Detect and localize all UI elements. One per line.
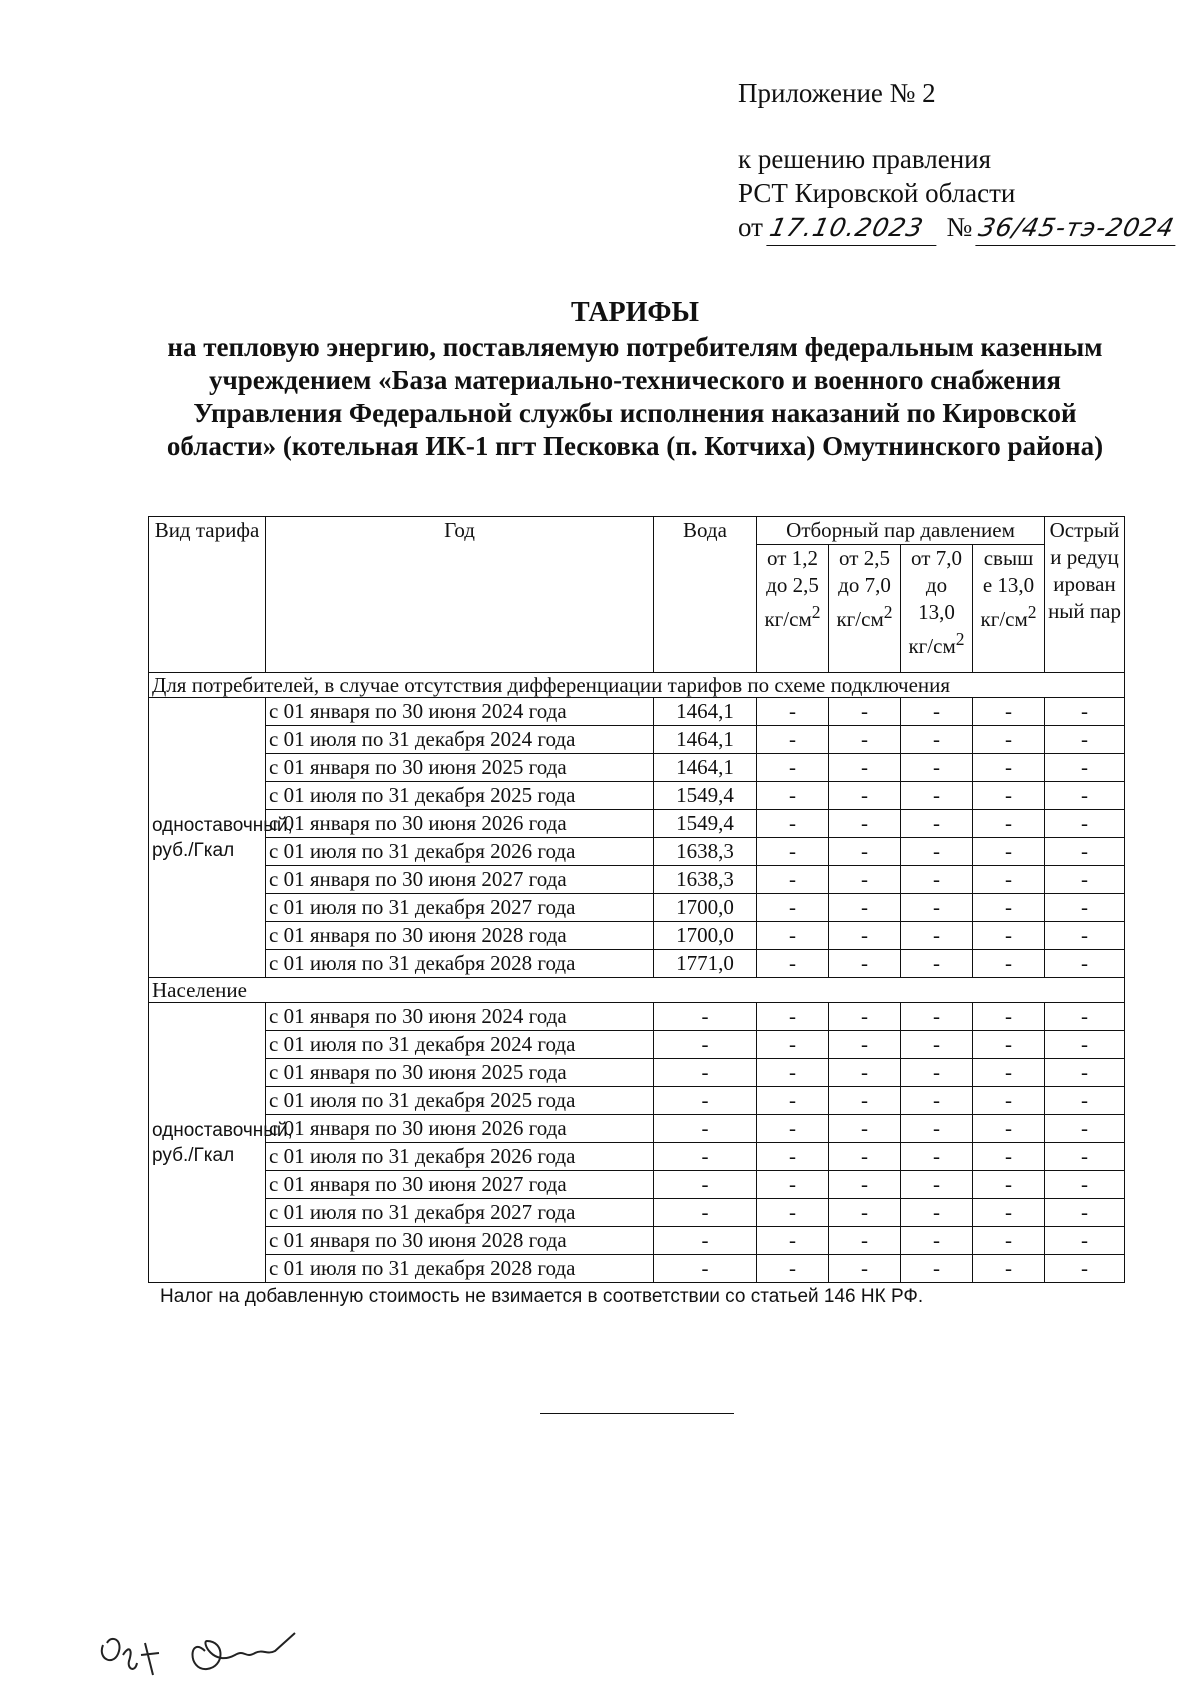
header-steam-2: от 2,5 до 7,0 $кг/см^2$ bbox=[829, 545, 901, 673]
steam-1-value: - bbox=[757, 1003, 829, 1031]
steam-4-value: - bbox=[973, 1059, 1045, 1087]
water-value: - bbox=[654, 1255, 757, 1283]
steam-1-value: - bbox=[757, 726, 829, 754]
sharp-steam-value: - bbox=[1045, 1143, 1125, 1171]
steam-1-value: - bbox=[757, 1199, 829, 1227]
number-prefix: № bbox=[946, 212, 973, 242]
table-row bbox=[149, 1143, 1125, 1171]
sharp-steam-value: - bbox=[1045, 1255, 1125, 1283]
header-water: Вода bbox=[654, 517, 757, 673]
steam-2-value: - bbox=[829, 866, 901, 894]
sharp-steam-value: - bbox=[1045, 1115, 1125, 1143]
steam-3-value: - bbox=[901, 1143, 973, 1171]
period-cell: с 01 января по 30 июня 2025 года bbox=[266, 1059, 654, 1087]
decision-date: 17.10.2023 bbox=[766, 211, 943, 246]
steam-1-value: - bbox=[757, 782, 829, 810]
water-value: - bbox=[654, 1031, 757, 1059]
section-title: Население bbox=[149, 978, 1125, 1003]
table-row bbox=[149, 1087, 1125, 1115]
water-value: - bbox=[654, 1199, 757, 1227]
steam-2-value: - bbox=[829, 894, 901, 922]
steam-3-value: - bbox=[901, 726, 973, 754]
steam-4-value: - bbox=[973, 1171, 1045, 1199]
period-cell: с 01 июля по 31 декабря 2024 года bbox=[266, 726, 654, 754]
steam-3-value: - bbox=[901, 1087, 973, 1115]
steam-1-value: - bbox=[757, 838, 829, 866]
water-value: - bbox=[654, 1003, 757, 1031]
period-cell: с 01 июля по 31 декабря 2026 года bbox=[266, 838, 654, 866]
header-kind: Вид тарифа bbox=[149, 517, 266, 673]
steam-2-value: - bbox=[829, 1087, 901, 1115]
document-title bbox=[140, 296, 1130, 463]
steam-3-value: - bbox=[901, 1059, 973, 1087]
steam-4-value: - bbox=[973, 1115, 1045, 1143]
steam-4-value: - bbox=[973, 1255, 1045, 1283]
appendix-line-2: РСТ Кировской области bbox=[738, 178, 1016, 208]
steam-2-value: - bbox=[829, 838, 901, 866]
period-cell: с 01 июля по 31 декабря 2026 года bbox=[266, 1143, 654, 1171]
steam-3-value: - bbox=[901, 1199, 973, 1227]
table-row bbox=[149, 726, 1125, 754]
steam-1-value: - bbox=[757, 1143, 829, 1171]
steam-2-value: - bbox=[829, 698, 901, 726]
steam-1-value: - bbox=[757, 810, 829, 838]
water-value: 1700,0 bbox=[654, 922, 757, 950]
water-value: 1549,4 bbox=[654, 810, 757, 838]
steam-3-value: - bbox=[901, 894, 973, 922]
steam-3-value: - bbox=[901, 922, 973, 950]
sharp-steam-value: - bbox=[1045, 1003, 1125, 1031]
steam-2-value: - bbox=[829, 1003, 901, 1031]
water-value: - bbox=[654, 1059, 757, 1087]
signature-block bbox=[95, 1615, 355, 1690]
decision-line bbox=[738, 210, 1179, 246]
steam-1-value: - bbox=[757, 1059, 829, 1087]
steam-1-value: - bbox=[757, 1087, 829, 1115]
steam-2-value: - bbox=[829, 782, 901, 810]
steam-4-value: - bbox=[973, 866, 1045, 894]
period-cell: с 01 января по 30 июня 2024 года bbox=[266, 1003, 654, 1031]
header-sharp-steam: Острый и редуцированный пар bbox=[1045, 517, 1125, 673]
sharp-steam-value: - bbox=[1045, 1227, 1125, 1255]
header-steam-group: Отборный пар давлением bbox=[757, 517, 1045, 545]
steam-1-value: - bbox=[757, 1031, 829, 1059]
sharp-steam-value: - bbox=[1045, 698, 1125, 726]
table-row bbox=[149, 698, 1125, 726]
header-steam-1: от 1,2 до 2,5 $кг/см^2$ bbox=[757, 545, 829, 673]
steam-1-value: - bbox=[757, 1171, 829, 1199]
period-cell: с 01 января по 30 июня 2026 года bbox=[266, 1115, 654, 1143]
steam-4-value: - bbox=[973, 1003, 1045, 1031]
water-value: 1549,4 bbox=[654, 782, 757, 810]
period-cell: с 01 января по 30 июня 2027 года bbox=[266, 866, 654, 894]
water-value: 1464,1 bbox=[654, 754, 757, 782]
steam-3-value: - bbox=[901, 838, 973, 866]
tariffs-table bbox=[148, 516, 1125, 1283]
sharp-steam-value: - bbox=[1045, 1087, 1125, 1115]
steam-3-value: - bbox=[901, 1255, 973, 1283]
steam-1-value: - bbox=[757, 1115, 829, 1143]
table-row bbox=[149, 950, 1125, 978]
header-year: Год bbox=[266, 517, 654, 673]
decision-number: 36/45-тэ-2024 bbox=[975, 211, 1182, 246]
title-main: ТАРИФЫ bbox=[571, 297, 699, 328]
appendix-block bbox=[738, 76, 1179, 246]
closing-rule bbox=[540, 1413, 734, 1414]
steam-2-value: - bbox=[829, 950, 901, 978]
appendix-line-1: к решению правления bbox=[738, 144, 992, 174]
section-title: Для потребителей, в случае отсутствия дифференциации тарифов по схеме подключения bbox=[149, 673, 1125, 698]
table-row bbox=[149, 1115, 1125, 1143]
steam-4-value: - bbox=[973, 1031, 1045, 1059]
steam-1-value: - bbox=[757, 698, 829, 726]
header-steam-3: от 7,0 до 13,0 $кг/см^2$ bbox=[901, 545, 973, 673]
period-cell: с 01 июля по 31 декабря 2025 года bbox=[266, 1087, 654, 1115]
steam-4-value: - bbox=[973, 1143, 1045, 1171]
table-row bbox=[149, 894, 1125, 922]
steam-3-value: - bbox=[901, 1003, 973, 1031]
table-row bbox=[149, 1003, 1125, 1031]
sharp-steam-value: - bbox=[1045, 950, 1125, 978]
date-prefix: от bbox=[738, 212, 763, 242]
period-cell: с 01 января по 30 июня 2028 года bbox=[266, 1227, 654, 1255]
steam-1-value: - bbox=[757, 1255, 829, 1283]
section-header-row bbox=[149, 978, 1125, 1003]
steam-3-value: - bbox=[901, 950, 973, 978]
title-subtitle: на тепловую энергию, поставляемую потребителям федеральным казенным учреждением «База материально-технического и военного снабжения Управления Федеральной службы исполнения наказаний по Кировской области» (котельная ИК-1 пгт Песковка (п. Котчиха) Омутнинского района) bbox=[166, 332, 1104, 461]
steam-3-value: - bbox=[901, 1171, 973, 1199]
steam-4-value: - bbox=[973, 698, 1045, 726]
period-cell: с 01 июля по 31 декабря 2024 года bbox=[266, 1031, 654, 1059]
sharp-steam-value: - bbox=[1045, 1031, 1125, 1059]
water-value: - bbox=[654, 1143, 757, 1171]
steam-2-value: - bbox=[829, 1255, 901, 1283]
steam-2-value: - bbox=[829, 754, 901, 782]
steam-3-value: - bbox=[901, 1031, 973, 1059]
table-row bbox=[149, 1227, 1125, 1255]
period-cell: с 01 июля по 31 декабря 2028 года bbox=[266, 1255, 654, 1283]
steam-3-value: - bbox=[901, 782, 973, 810]
period-cell: с 01 июля по 31 декабря 2027 года bbox=[266, 894, 654, 922]
sharp-steam-value: - bbox=[1045, 1059, 1125, 1087]
steam-3-value: - bbox=[901, 1115, 973, 1143]
period-cell: с 01 июля по 31 декабря 2027 года bbox=[266, 1199, 654, 1227]
period-cell: с 01 января по 30 июня 2026 года bbox=[266, 810, 654, 838]
steam-1-value: - bbox=[757, 866, 829, 894]
tariffs-table-body bbox=[149, 673, 1125, 1283]
period-cell: с 01 июля по 31 декабря 2025 года bbox=[266, 782, 654, 810]
steam-1-value: - bbox=[757, 1227, 829, 1255]
table-row bbox=[149, 754, 1125, 782]
table-row bbox=[149, 838, 1125, 866]
steam-4-value: - bbox=[973, 1087, 1045, 1115]
steam-3-value: - bbox=[901, 866, 973, 894]
sharp-steam-value: - bbox=[1045, 1171, 1125, 1199]
steam-3-value: - bbox=[901, 698, 973, 726]
period-cell: с 01 января по 30 июня 2028 года bbox=[266, 922, 654, 950]
steam-2-value: - bbox=[829, 726, 901, 754]
period-cell: с 01 января по 30 июня 2025 года bbox=[266, 754, 654, 782]
water-value: 1464,1 bbox=[654, 698, 757, 726]
header-steam-4: свыш е 13,0 $кг/см^2$ bbox=[973, 545, 1045, 673]
water-value: 1464,1 bbox=[654, 726, 757, 754]
table-row bbox=[149, 1031, 1125, 1059]
period-cell: с 01 января по 30 июня 2027 года bbox=[266, 1171, 654, 1199]
vat-note: Налог на добавленную стоимость не взимается в соответствии со статьей 146 НК РФ. bbox=[160, 1286, 924, 1307]
section-header-row bbox=[149, 673, 1125, 698]
steam-2-value: - bbox=[829, 1199, 901, 1227]
period-cell: с 01 января по 30 июня 2024 года bbox=[266, 698, 654, 726]
steam-1-value: - bbox=[757, 894, 829, 922]
water-value: - bbox=[654, 1087, 757, 1115]
steam-3-value: - bbox=[901, 810, 973, 838]
water-value: - bbox=[654, 1115, 757, 1143]
sharp-steam-value: - bbox=[1045, 894, 1125, 922]
table-row bbox=[149, 866, 1125, 894]
sharp-steam-value: - bbox=[1045, 922, 1125, 950]
table-row bbox=[149, 810, 1125, 838]
steam-2-value: - bbox=[829, 1227, 901, 1255]
period-cell: с 01 июля по 31 декабря 2028 года bbox=[266, 950, 654, 978]
steam-4-value: - bbox=[973, 894, 1045, 922]
table-row bbox=[149, 922, 1125, 950]
steam-2-value: - bbox=[829, 1171, 901, 1199]
water-value: - bbox=[654, 1171, 757, 1199]
sharp-steam-value: - bbox=[1045, 810, 1125, 838]
sharp-steam-value: - bbox=[1045, 726, 1125, 754]
table-row bbox=[149, 1059, 1125, 1087]
steam-4-value: - bbox=[973, 1227, 1045, 1255]
steam-4-value: - bbox=[973, 950, 1045, 978]
water-value: - bbox=[654, 1227, 757, 1255]
steam-1-value: - bbox=[757, 950, 829, 978]
steam-4-value: - bbox=[973, 726, 1045, 754]
appendix-number: Приложение № 2 bbox=[738, 78, 936, 108]
water-value: 1700,0 bbox=[654, 894, 757, 922]
table-row bbox=[149, 1255, 1125, 1283]
steam-3-value: - bbox=[901, 1227, 973, 1255]
water-value: 1638,3 bbox=[654, 866, 757, 894]
steam-4-value: - bbox=[973, 754, 1045, 782]
steam-1-value: - bbox=[757, 754, 829, 782]
steam-2-value: - bbox=[829, 810, 901, 838]
sharp-steam-value: - bbox=[1045, 754, 1125, 782]
water-value: 1638,3 bbox=[654, 838, 757, 866]
sharp-steam-value: - bbox=[1045, 1199, 1125, 1227]
steam-2-value: - bbox=[829, 1115, 901, 1143]
steam-3-value: - bbox=[901, 754, 973, 782]
handwritten-signature bbox=[95, 1615, 355, 1685]
steam-4-value: - bbox=[973, 838, 1045, 866]
steam-4-value: - bbox=[973, 810, 1045, 838]
table-row bbox=[149, 1171, 1125, 1199]
steam-2-value: - bbox=[829, 922, 901, 950]
tariff-kind: одноставочный, руб./Гкал bbox=[149, 698, 266, 978]
table-row bbox=[149, 782, 1125, 810]
table-row bbox=[149, 1199, 1125, 1227]
steam-4-value: - bbox=[973, 922, 1045, 950]
steam-4-value: - bbox=[973, 782, 1045, 810]
steam-4-value: - bbox=[973, 1199, 1045, 1227]
steam-2-value: - bbox=[829, 1031, 901, 1059]
sharp-steam-value: - bbox=[1045, 838, 1125, 866]
steam-1-value: - bbox=[757, 922, 829, 950]
water-value: 1771,0 bbox=[654, 950, 757, 978]
tariff-kind: одноставочный, руб./Гкал bbox=[149, 1003, 266, 1283]
sharp-steam-value: - bbox=[1045, 866, 1125, 894]
steam-2-value: - bbox=[829, 1059, 901, 1087]
steam-2-value: - bbox=[829, 1143, 901, 1171]
sharp-steam-value: - bbox=[1045, 782, 1125, 810]
